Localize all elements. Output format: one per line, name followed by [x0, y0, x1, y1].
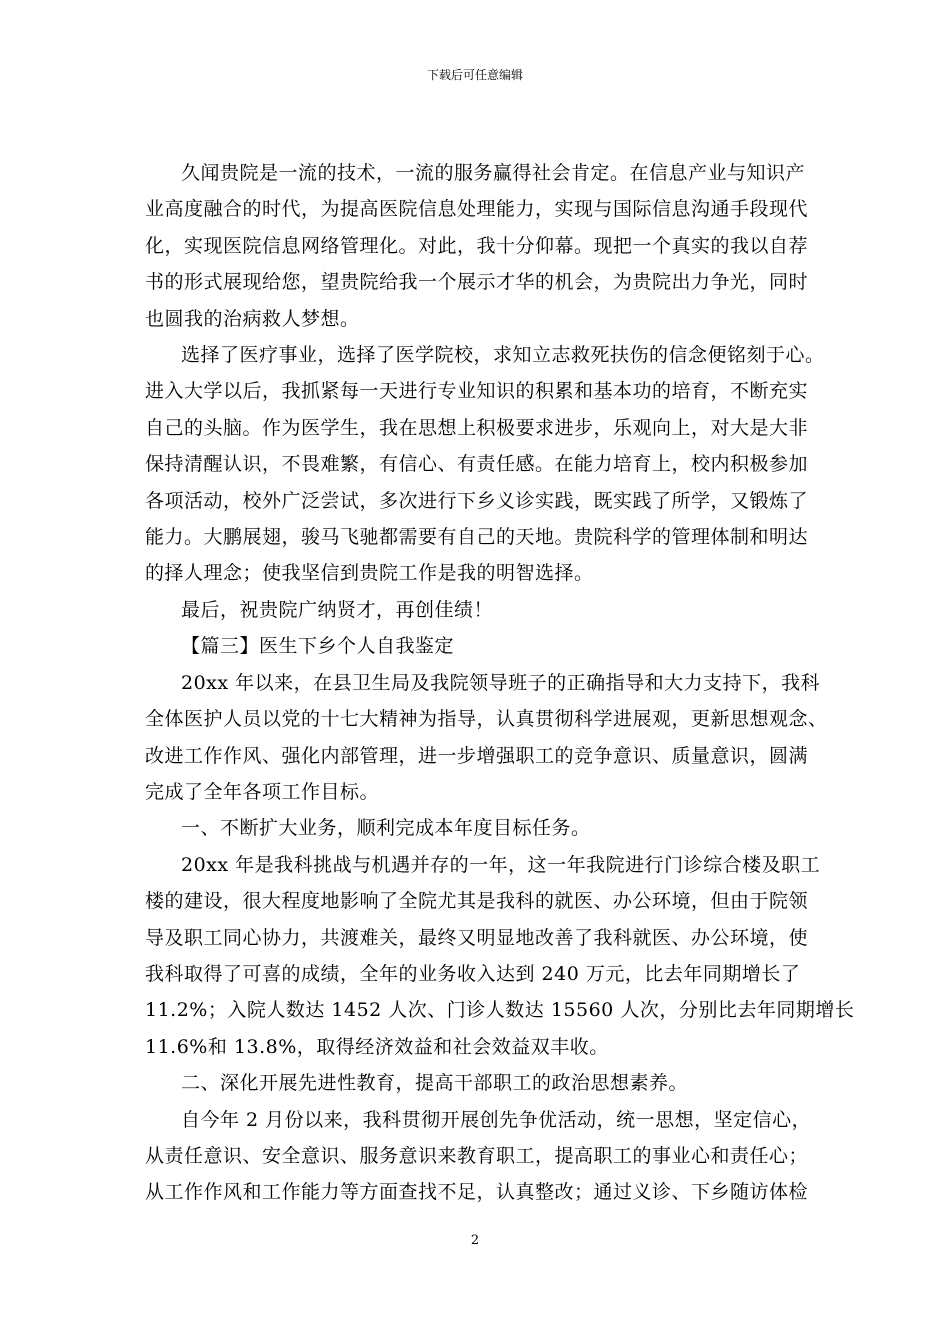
text-line: 11.2%；入院人数达 1452 人次、门诊人数达 15560 人次，分别比去年同期增长 — [145, 999, 855, 1022]
text-line: 也圆我的治病救人梦想。 — [145, 307, 360, 330]
paragraph — [145, 665, 828, 811]
text-line: 从工作作风和工作能力等方面查找不足，认真整改；通过义诊、下乡随访体检 — [145, 1181, 809, 1204]
section-heading — [145, 628, 810, 664]
text-line: 全体医护人员以党的十七大精神为指导，认真贯彻科学进展观，更新思想观念、 — [145, 708, 828, 731]
subheading — [145, 810, 810, 846]
text-line: 我科取得了可喜的成绩，全年的业务收入达到 240 万元，比去年同期增长了 — [145, 962, 801, 985]
text-line: 化，实现医院信息网络管理化。对此，我十分仰幕。现把一个真实的我以自荐 — [145, 234, 809, 257]
text-line: 20xx 年是我科挑战与机遇并存的一年，这一年我院进行门诊综合楼及职工 — [181, 853, 821, 876]
text-line: 从责任意识、安全意识、服务意识来教育职工，提高职工的事业心和责任心； — [145, 1144, 809, 1167]
paragraph — [145, 155, 810, 337]
document-body — [145, 155, 855, 1211]
paragraph — [145, 1102, 810, 1211]
text-line: 完成了全年各项工作目标。 — [145, 780, 380, 803]
text-line: 各项活动，校外广泛尝试，多次进行下乡义诊实践，既实践了所学，又锻炼了 — [145, 489, 809, 512]
text-line: 自己的头脑。作为医学生，我在思想上积极要求进步，乐观向上，对大是大非 — [145, 416, 809, 439]
page-header: 下载后可任意编辑 — [426, 68, 523, 82]
text-line: 20xx 年以来，在县卫生局及我院领导班子的正确指导和大力支持下，我科 — [181, 671, 821, 694]
text-line: 能力。大鹏展翅，骏马飞驰都需要有自己的天地。贵院科学的管理体制和明达 — [145, 526, 809, 549]
text-line: 改进工作作风、强化内部管理，进一步增强职工的竞争意识、质量意识，圆满 — [145, 744, 809, 767]
text-line: 最后，祝贵院广纳贤才，再创佳绩！ — [181, 598, 494, 621]
text-line: 久闻贵院是一流的技术，一流的服务赢得社会肯定。在信息产业与知识产 — [181, 162, 806, 184]
text-line: 楼的建设，很大程度地影响了全院尤其是我科的就医、办公环境，但由于院领 — [145, 890, 809, 913]
text-line: 进入大学以后，我抓紧每一天进行专业知识的积累和基本功的培育，不断充实 — [145, 380, 809, 403]
page-number: 2 — [470, 1233, 480, 1248]
text-line: 书的形式展现给您，望贵院给我一个展示才华的机会，为贵院出力争光，同时 — [145, 271, 809, 294]
paragraph — [145, 592, 810, 628]
paragraph — [145, 337, 825, 592]
text-line: 【篇三】医生下乡个人自我鉴定 — [181, 635, 455, 658]
text-line: 的择人理念；使我坚信到贵院工作是我的明智选择。 — [145, 562, 594, 585]
subheading — [145, 1065, 810, 1101]
text-line: 业高度融合的时代，为提高医院信息处理能力，实现与国际信息沟通手段现代 — [145, 198, 809, 221]
text-line: 保持清醒认识，不畏难繁，有信心、有责任感。在能力培育上，校内积极参加 — [145, 453, 809, 476]
text-line: 一、不断扩大业务，顺利完成本年度目标任务。 — [181, 817, 591, 840]
text-line: 导及职工同心协力，共渡难关，最终又明显地改善了我科就医、办公环境，使 — [145, 926, 809, 949]
text-line: 11.6%和 13.8%，取得经济效益和社会效益双丰收。 — [145, 1035, 609, 1058]
text-line: 选择了医疗事业，选择了医学院校，求知立志救死扶伤的信念便铭刻于心。 — [181, 344, 825, 367]
paragraph — [145, 847, 855, 1065]
text-line: 自今年 2 月份以来，我科贯彻开展创先争优活动，统一思想，坚定信心， — [181, 1108, 812, 1131]
text-line: 二、深化开展先进性教育，提高干部职工的政治思想素养。 — [181, 1072, 689, 1095]
